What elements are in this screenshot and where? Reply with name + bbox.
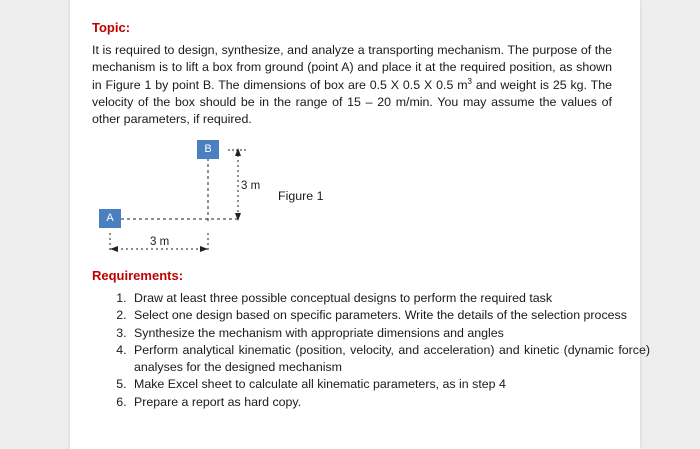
vertical-dimension-label: 3 m bbox=[241, 180, 261, 192]
volume-exponent: 3 bbox=[467, 76, 472, 86]
horizontal-dimension-label: 3 m bbox=[150, 236, 170, 248]
requirements-list bbox=[92, 290, 650, 411]
topic-heading: Topic: bbox=[92, 20, 131, 35]
requirement-item: 4. Perform analytical kinematic (position, velocity, and acceleration) and kinetic (dynamic force) analyses for the designed mechanism bbox=[130, 342, 650, 377]
description-line-3: as shown in Figure 1 by point B. The dimensions of box are 0.5 X 0.5 X 0.5 m bbox=[92, 60, 612, 92]
description-line-3b: and weight bbox=[475, 77, 537, 92]
requirement-item: 3. Synthesize the mechanism with appropriate dimensions and angles bbox=[130, 325, 650, 342]
figure-caption: Figure 1 bbox=[278, 189, 324, 203]
description-line-2: of the mechanism is to lift a box from ground (point A) and place it at the required position, bbox=[92, 43, 612, 75]
horizontal-dimension-arrow-right bbox=[200, 246, 208, 252]
vertical-dimension-arrow-down bbox=[235, 213, 241, 221]
description-line-1: It is required to design, synthesize, and analyze a transporting mechanism. The purpose bbox=[92, 43, 578, 57]
horizontal-dimension-arrow-left bbox=[110, 246, 118, 252]
description-line-5: the values of other parameters, if required. bbox=[92, 94, 612, 127]
point-b-box: B bbox=[197, 140, 219, 159]
requirement-item: 6. Prepare a report as hard copy. bbox=[130, 394, 650, 411]
requirement-item: 1. Draw at least three possible conceptual designs to perform the required task bbox=[130, 290, 650, 307]
point-a-box: A bbox=[99, 209, 121, 228]
requirement-item: 5. Make Excel sheet to calculate all kinematic parameters, as in step 4 bbox=[130, 376, 650, 393]
vertical-dimension-arrow-up bbox=[235, 148, 241, 156]
requirement-item: 2. Select one design based on specific parameters. Write the details of the selection process bbox=[130, 307, 650, 324]
requirements-heading: Requirements: bbox=[92, 268, 184, 283]
description-line-4: is 25 kg. The velocity of the box should be in the range of 15 – 20 m/min. You may assume bbox=[92, 77, 612, 109]
